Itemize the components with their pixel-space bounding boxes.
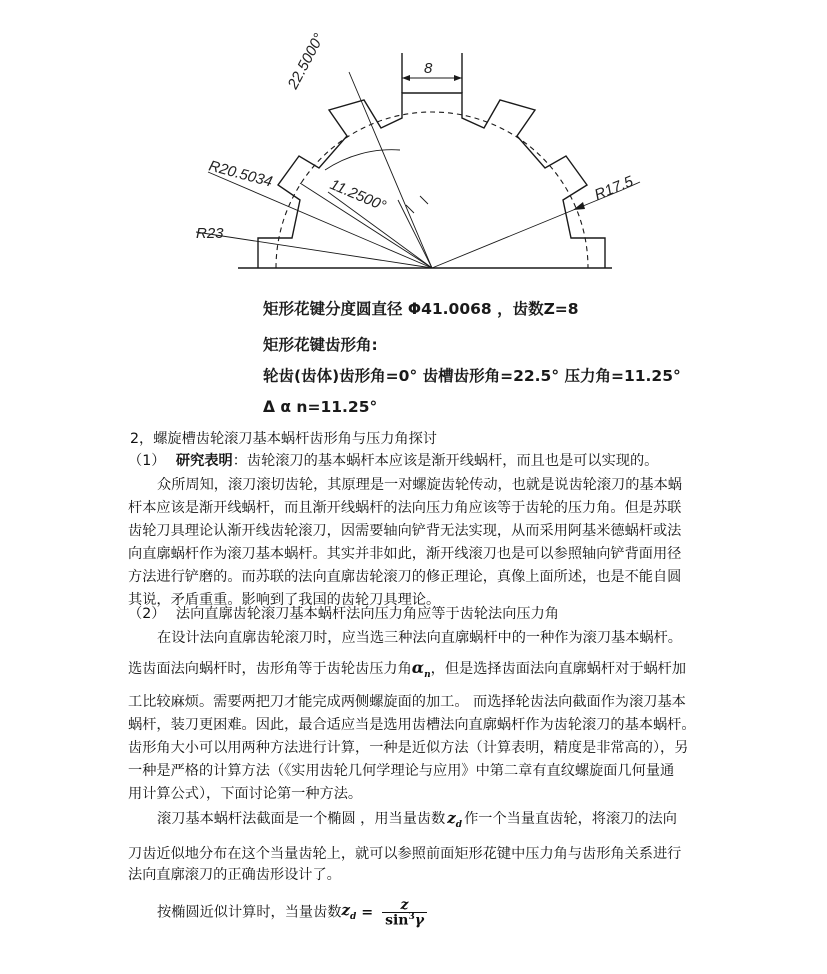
radial-line-4 [398, 200, 432, 268]
para-5-formula-line [157, 898, 427, 928]
para-3-text-a: 选齿面法向蜗杆时，齿形角等于齿轮齿压力角 [128, 661, 412, 677]
para-1-line-6: 其说，矛盾重重。影响到了我国的齿轮刀具理论。 [128, 592, 441, 608]
caption-line-3: 轮齿(齿体)齿形角=0° 齿槽齿形角=22.5° 压力角=11.25° [263, 367, 681, 385]
d-subscript: d [455, 820, 463, 830]
z-formula: z [341, 901, 350, 920]
sin-text: sin [385, 912, 409, 929]
para-3-line-6: 用计算公式），下面讨论第一种方法。 [128, 786, 363, 802]
cube-exponent: 3 [408, 912, 415, 922]
para-3-line-3: 蜗杆，装刀更困难。因此，最合适应当是选用齿槽法向直廓蜗杆作为齿轮滚刀的基本蜗杆。 [128, 717, 696, 733]
leader-r23 [196, 232, 432, 268]
dim-label-r23: R23 [196, 225, 224, 242]
dim-label-r175: R17.5 [592, 172, 636, 204]
fraction-numerator: z [382, 898, 427, 913]
alpha-symbol: α [411, 658, 425, 677]
caption-line-2: 矩形花键齿形角: [263, 336, 378, 354]
para-1-line-1: 众所周知，滚刀滚切齿轮，其原理是一对螺旋齿轮传动，也就是说齿轮滚刀的基本蜗 [157, 477, 682, 493]
para-1-line-4: 向直廓蜗杆作为滚刀基本蜗杆。其实并非如此，渐开线滚刀也是可以参照轴向铲背面用径 [128, 546, 682, 562]
alpha-subscript: n [424, 670, 431, 681]
subsection-2-text: 法向直廓齿轮滚刀基本蜗杆法向压力角应等于齿轮法向压力角 [175, 606, 559, 622]
para-1-line-3: 齿轮刀具理论认渐开线齿轮滚刀，因需要轴向铲背无法实现，从而采用阿基米德蜗杆或法 [128, 523, 682, 539]
alpha-n-symbol [411, 658, 431, 681]
leader-r20 [208, 172, 432, 268]
dim-label-22-5: 22.5000° [284, 30, 328, 92]
z-symbol: z [447, 809, 456, 827]
subsection-2-number: （2） [128, 606, 166, 622]
gamma-symbol: γ [414, 912, 424, 929]
para-4-text-a: 滚刀基本蜗杆法截面是一个椭圆 ，用当量齿数 [157, 811, 446, 827]
para-2-line-1: 在设计法向直廓齿轮滚刀时，应当选三种法向直廓蜗杆中的一种作为滚刀基本蜗杆。 [157, 630, 682, 646]
subsection-1-bold: 研究表明 [175, 453, 233, 469]
para-3-line-5: 一种是严格的计算方法（《实用齿轮几何学理论与应用》中第二章有直纹螺旋面几何量通 [128, 763, 675, 779]
caption-line-4: Δ α n=11.25° [263, 398, 378, 416]
subsection-1-number: （1） [128, 453, 166, 469]
arrow-8-left [402, 75, 410, 81]
zd-formula-symbol [341, 901, 357, 923]
para-1-line-5: 方法进行铲磨的。而苏联的法向直廓齿轮滚刀的修正理论，真像上面所述，也是不能自圆 [128, 569, 682, 585]
dim-label-11-25: 11.2500° [327, 176, 389, 215]
arrow-8-right [454, 75, 462, 81]
dim-label-8: 8 [424, 60, 433, 77]
para-4-line-2: 刀齿近似地分布在这个当量齿轮上，就可以参照前面矩形花键中压力角与齿形角关系进行 [128, 846, 682, 862]
pitch-circle-arc [276, 112, 588, 268]
para-1-line-2: 杆本应该是渐开线蜗杆，而且渐开线蜗杆的法向压力角应该等于齿轮的压力角。但是苏联 [128, 500, 682, 516]
para-3-line-1 [128, 658, 686, 680]
para-4-text-b: 作一个当量直齿轮，将滚刀的法向 [464, 811, 677, 827]
formula-fraction [382, 898, 427, 928]
zd-symbol [447, 809, 463, 830]
section-heading: 2，螺旋槽齿轮滚刀基本蜗杆齿形角与压力角探讨 [130, 431, 437, 447]
spline-drawing [0, 0, 827, 300]
hatch-1 [420, 196, 428, 204]
equals-sign: = [356, 904, 379, 921]
radial-line-1 [349, 72, 432, 268]
subsection-1-text: ：齿轮滚刀的基本蜗杆本应该是渐开线蜗杆，而且也是可以实现的。 [232, 453, 659, 469]
para-3-line-2: 工比较麻烦。需要两把刀才能完成两侧螺旋面的加工。 而选择轮齿法向截面作为滚刀基本 [128, 694, 686, 710]
para-3-text-b: ，但是选择齿面法向直廓蜗杆对于蜗杆加 [430, 661, 687, 677]
subsection-1 [128, 450, 658, 470]
para-5-text: 按椭圆近似计算时，当量齿数 [157, 904, 342, 921]
subsection-2 [128, 603, 559, 623]
dim-label-r20: R20.5034 [206, 157, 275, 191]
spline-profile [258, 93, 605, 268]
leader-r175 [432, 190, 622, 268]
fraction-denominator [382, 913, 427, 928]
para-4-line-1 [157, 808, 677, 830]
d-formula-subscript: d [349, 912, 357, 923]
para-4-line-3: 法向直廓滚刀的正确齿形设计了。 [128, 867, 341, 883]
para-3-line-4: 齿形角大小可以用两种方法进行计算，一种是近似方法（计算表明，精度是非常高的），另 [128, 740, 689, 756]
caption-line-1: 矩形花键分度圆直径 Φ41.0068 ，齿数Z=8 [263, 300, 579, 318]
